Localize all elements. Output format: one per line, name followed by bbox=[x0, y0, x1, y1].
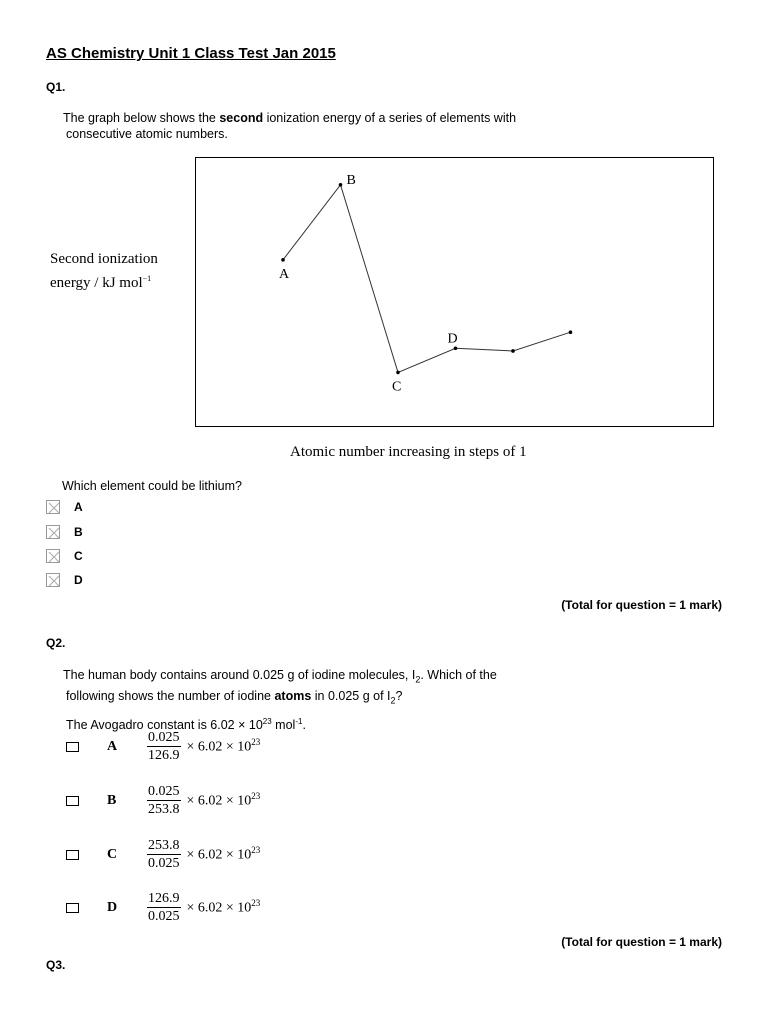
fraction-numerator: 0.025 bbox=[148, 784, 180, 799]
multiplier-text: × 6.02 × 10 bbox=[186, 739, 252, 755]
checkbox-icon[interactable] bbox=[46, 500, 60, 514]
checkbox-icon[interactable] bbox=[66, 742, 79, 752]
q2-label: Q2. bbox=[46, 636, 66, 650]
fraction-numerator: 126.9 bbox=[148, 891, 180, 906]
q1-label: Q1. bbox=[46, 80, 66, 94]
q2-intro-l1-sub: 2 bbox=[415, 674, 421, 685]
q2-multiplier bbox=[187, 845, 261, 864]
multiplier-text: × 6.02 × 10 bbox=[186, 900, 252, 916]
q1-option-a[interactable] bbox=[46, 500, 83, 514]
multiplier-exp: 23 bbox=[251, 737, 261, 748]
checkbox-icon[interactable] bbox=[46, 573, 60, 587]
multiplier-exp: 23 bbox=[251, 898, 261, 909]
q2-intro-l2-sub: 2 bbox=[390, 695, 396, 705]
multiplier-exp: 23 bbox=[251, 845, 261, 856]
fraction-denominator: 0.025 bbox=[148, 856, 180, 871]
fraction bbox=[147, 890, 181, 925]
q1-option-label: A bbox=[74, 500, 83, 514]
q1-option-label: D bbox=[74, 573, 83, 587]
point-label: C bbox=[392, 379, 402, 395]
q2-total: (Total for question = 1 mark) bbox=[561, 935, 722, 949]
q2-multiplier bbox=[187, 898, 261, 917]
avogadro-unit-sup: -1 bbox=[295, 717, 303, 726]
checkbox-icon[interactable] bbox=[46, 525, 60, 539]
data-point bbox=[454, 346, 458, 350]
avogadro-pre: The Avogadro constant is 6.02 × 10 bbox=[66, 718, 263, 733]
chart-frame bbox=[195, 157, 714, 427]
q2-intro-l2-pre: following shows the number of iodine bbox=[66, 688, 275, 703]
q2-multiplier bbox=[187, 737, 261, 756]
q1-intro-pre: The graph below shows the bbox=[63, 111, 220, 125]
q2-intro-l2-post: ? bbox=[395, 688, 403, 703]
chart-ylabel bbox=[50, 250, 158, 293]
data-point bbox=[396, 371, 400, 375]
avogadro-post: mol bbox=[271, 718, 296, 733]
fraction bbox=[147, 729, 181, 764]
chart-xlabel: Atomic number increasing in steps of 1 bbox=[290, 444, 527, 460]
data-point bbox=[511, 349, 515, 353]
fraction-denominator: 0.025 bbox=[148, 909, 180, 924]
chart-ylabel-line2: energy / kJ mol bbox=[50, 275, 143, 291]
page-title: AS Chemistry Unit 1 Class Test Jan 2015 bbox=[46, 45, 336, 62]
multiplier-text: × 6.02 × 10 bbox=[186, 793, 252, 809]
q1-option-d[interactable] bbox=[46, 573, 83, 587]
fraction bbox=[147, 783, 181, 818]
avogadro-end: . bbox=[302, 718, 306, 733]
q2-multiplier bbox=[187, 791, 261, 810]
q2-option-letter: B bbox=[107, 792, 117, 808]
q2-intro-l2-mid: in 0.025 g of I bbox=[311, 688, 391, 703]
data-point bbox=[281, 258, 285, 262]
q2-intro bbox=[63, 667, 623, 708]
series-line bbox=[283, 185, 571, 373]
fraction-denominator: 126.9 bbox=[148, 748, 180, 763]
q1-option-label: B bbox=[74, 525, 83, 539]
point-label: D bbox=[447, 331, 458, 347]
data-point bbox=[569, 330, 573, 334]
multiplier-exp: 23 bbox=[251, 791, 261, 802]
q1-intro bbox=[63, 110, 603, 142]
q2-intro-l1-post: . Which of the bbox=[420, 668, 497, 682]
checkbox-icon[interactable] bbox=[66, 903, 79, 913]
data-point bbox=[339, 183, 343, 187]
q1-intro-bold: second bbox=[219, 111, 264, 125]
q2-option-a[interactable] bbox=[66, 729, 260, 764]
q3-label: Q3. bbox=[46, 958, 66, 972]
q2-option-d[interactable] bbox=[66, 890, 260, 925]
chart-ylabel-sup: −1 bbox=[142, 274, 152, 283]
checkbox-icon[interactable] bbox=[46, 549, 60, 563]
ionization-chart bbox=[196, 158, 713, 426]
fraction bbox=[147, 837, 181, 872]
q1-total: (Total for question = 1 mark) bbox=[561, 598, 722, 612]
fraction-denominator: 253.8 bbox=[148, 802, 180, 817]
q2-option-letter: A bbox=[107, 738, 118, 754]
checkbox-icon[interactable] bbox=[66, 850, 79, 860]
point-label: A bbox=[279, 266, 290, 282]
q1-intro-post: ionization energy of a series of elements with bbox=[263, 111, 517, 125]
avogadro-sup: 23 bbox=[262, 717, 272, 726]
point-label: B bbox=[346, 172, 356, 188]
q1-option-label: C bbox=[74, 549, 83, 563]
q2-option-c[interactable] bbox=[66, 837, 260, 872]
fraction-numerator: 253.8 bbox=[148, 838, 180, 853]
q2-option-letter: C bbox=[107, 846, 118, 862]
checkbox-icon[interactable] bbox=[66, 796, 79, 806]
q1-intro-line2: consecutive atomic numbers. bbox=[66, 127, 228, 141]
q2-intro-l2-bold: atoms bbox=[274, 688, 312, 703]
fraction-numerator: 0.025 bbox=[148, 730, 180, 745]
q1-question: Which element could be lithium? bbox=[62, 479, 242, 493]
q2-intro-l1-pre: The human body contains around 0.025 g of iodine molecules, I bbox=[63, 668, 416, 682]
q2-option-b[interactable] bbox=[66, 783, 260, 818]
q1-option-b[interactable] bbox=[46, 525, 83, 539]
chart-ylabel-line1: Second ionization bbox=[50, 251, 158, 267]
q2-option-letter: D bbox=[107, 899, 118, 915]
multiplier-text: × 6.02 × 10 bbox=[186, 847, 252, 863]
q1-option-c[interactable] bbox=[46, 549, 83, 563]
